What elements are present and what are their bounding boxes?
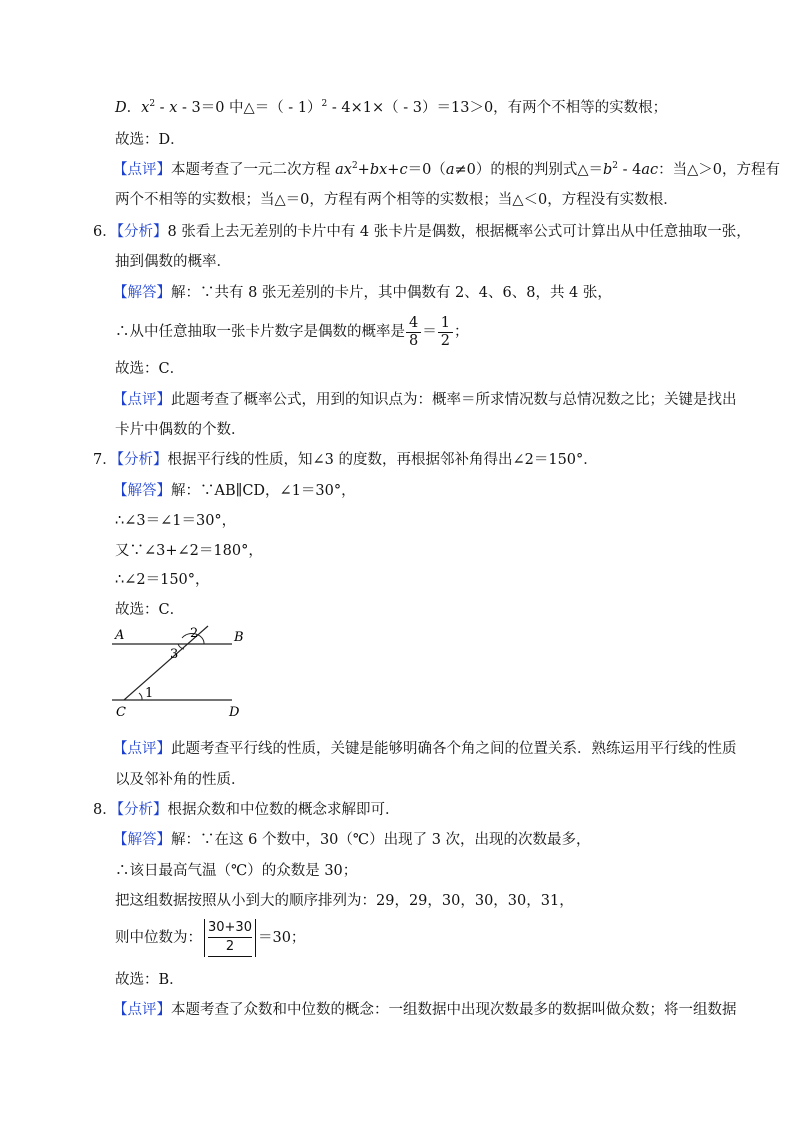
answer-tag: 【解答】 (113, 483, 171, 499)
question-7-analysis: 7．【分析】根据平行线的性质，知∠3 的度数，再根据邻补角得出∠2＝150°． (93, 452, 598, 468)
angle-1-arc (139, 693, 142, 700)
review-line: 【点评】本题考查了一元二次方程 $ax^2+bx+c=0(a\ne 0)$的根的判别式$\triangle=b^2 - 4ac$：当△＞0，方程有 (113, 161, 781, 178)
label-a: A (115, 628, 125, 643)
parallel-lines-figure (112, 624, 252, 719)
analysis-tag: 【分析】 (116, 452, 168, 468)
text-line: D．$x^2 - x - 3=0$ 中△＝（ - 1）$^2$ - 4×1×（ - 3）＝13＞0，有两个不相等的实数根； (115, 99, 668, 116)
answer-line: 【解答】解：∵在这 6 个数中，30（℃）出现了 3 次，出现的次数最多， (113, 832, 591, 848)
label-c: C (116, 705, 126, 719)
label-d: D (229, 705, 240, 719)
text-line: 故选：B． (115, 972, 184, 988)
review-line: 【点评】本题考查了众数和中位数的概念：一组数据中出现次数最多的数据叫做众数；将一组数据 (113, 1002, 737, 1018)
probability-line: ∴从中任意抽取一张卡片数字是偶数的概率是 $\frac{4}{8}$ ＝ $\frac{1}{2}$ ； (115, 314, 469, 349)
text-line: 抽到偶数的概率． (115, 254, 231, 270)
label-b: B (234, 630, 244, 645)
median-line: 则中位数为： $\frac{30+30}{2}$ ＝30； (115, 918, 305, 958)
text-line: ∴∠3＝∠1＝30°， (115, 513, 237, 529)
answer-line: 【解答】解：∵AB∥CD，∠1＝30°， (113, 483, 356, 499)
answer-line: 【解答】解：∵共有 8 张无差别的卡片，其中偶数有 2、4、6、8，共 4 张， (113, 285, 612, 301)
text-line: ∴∠2＝150°， (115, 572, 210, 588)
median-fraction: $\frac{30+30}{2}$ (204, 919, 256, 957)
question-6-analysis: 6．【分析】8 张看上去无差别的卡片中有 4 张卡片是偶数，根据概率公式可计算出从中任意抽取一张， (93, 224, 751, 240)
text-line: ∴该日最高气温（℃）的众数是 30； (115, 863, 358, 879)
text-line: 故选：C． (115, 602, 185, 618)
text-line: 卡片中偶数的个数． (115, 422, 246, 438)
text-line: 故选：C． (115, 361, 185, 377)
review-tag: 【点评】 (113, 1002, 171, 1018)
question-8-analysis: 8．【分析】根据众数和中位数的概念求解即可． (93, 802, 400, 818)
answer-tag: 【解答】 (113, 832, 171, 848)
label-angle-1: 1 (145, 686, 154, 701)
review-line: 【点评】此题考查平行线的性质，关键是能够明确各个角之间的位置关系．熟练运用平行线的性质 (113, 741, 737, 757)
analysis-tag: 【分析】 (116, 802, 168, 818)
text-line: 把这组数据按照从小到大的顺序排列为：29，29，30，30，30，31， (115, 893, 574, 909)
label-angle-3: 3 (170, 647, 179, 662)
review-line: 【点评】此题考查了概率公式，用到的知识点为：概率＝所求情况数与总情况数之比；关键是找出 (113, 392, 737, 408)
review-tag: 【点评】 (113, 162, 171, 178)
fraction-1-2: $\frac{1}{2}$ (438, 315, 453, 350)
text-line: 以及邻补角的性质． (115, 772, 246, 788)
review-tag: 【点评】 (113, 741, 171, 757)
review-tag: 【点评】 (113, 392, 171, 408)
text-line: 故选：D． (115, 132, 185, 148)
fraction-4-8: $\frac{4}{8}$ (406, 315, 421, 350)
analysis-tag: 【分析】 (116, 224, 168, 240)
text-line: 两个不相等的实数根；当△＝0，方程有两个相等的实数根；当△＜0，方程没有实数根． (115, 192, 678, 208)
label-angle-2: 2 (190, 626, 199, 641)
answer-tag: 【解答】 (113, 285, 171, 301)
text-line: 又∵∠3+∠2＝180°， (115, 543, 263, 559)
